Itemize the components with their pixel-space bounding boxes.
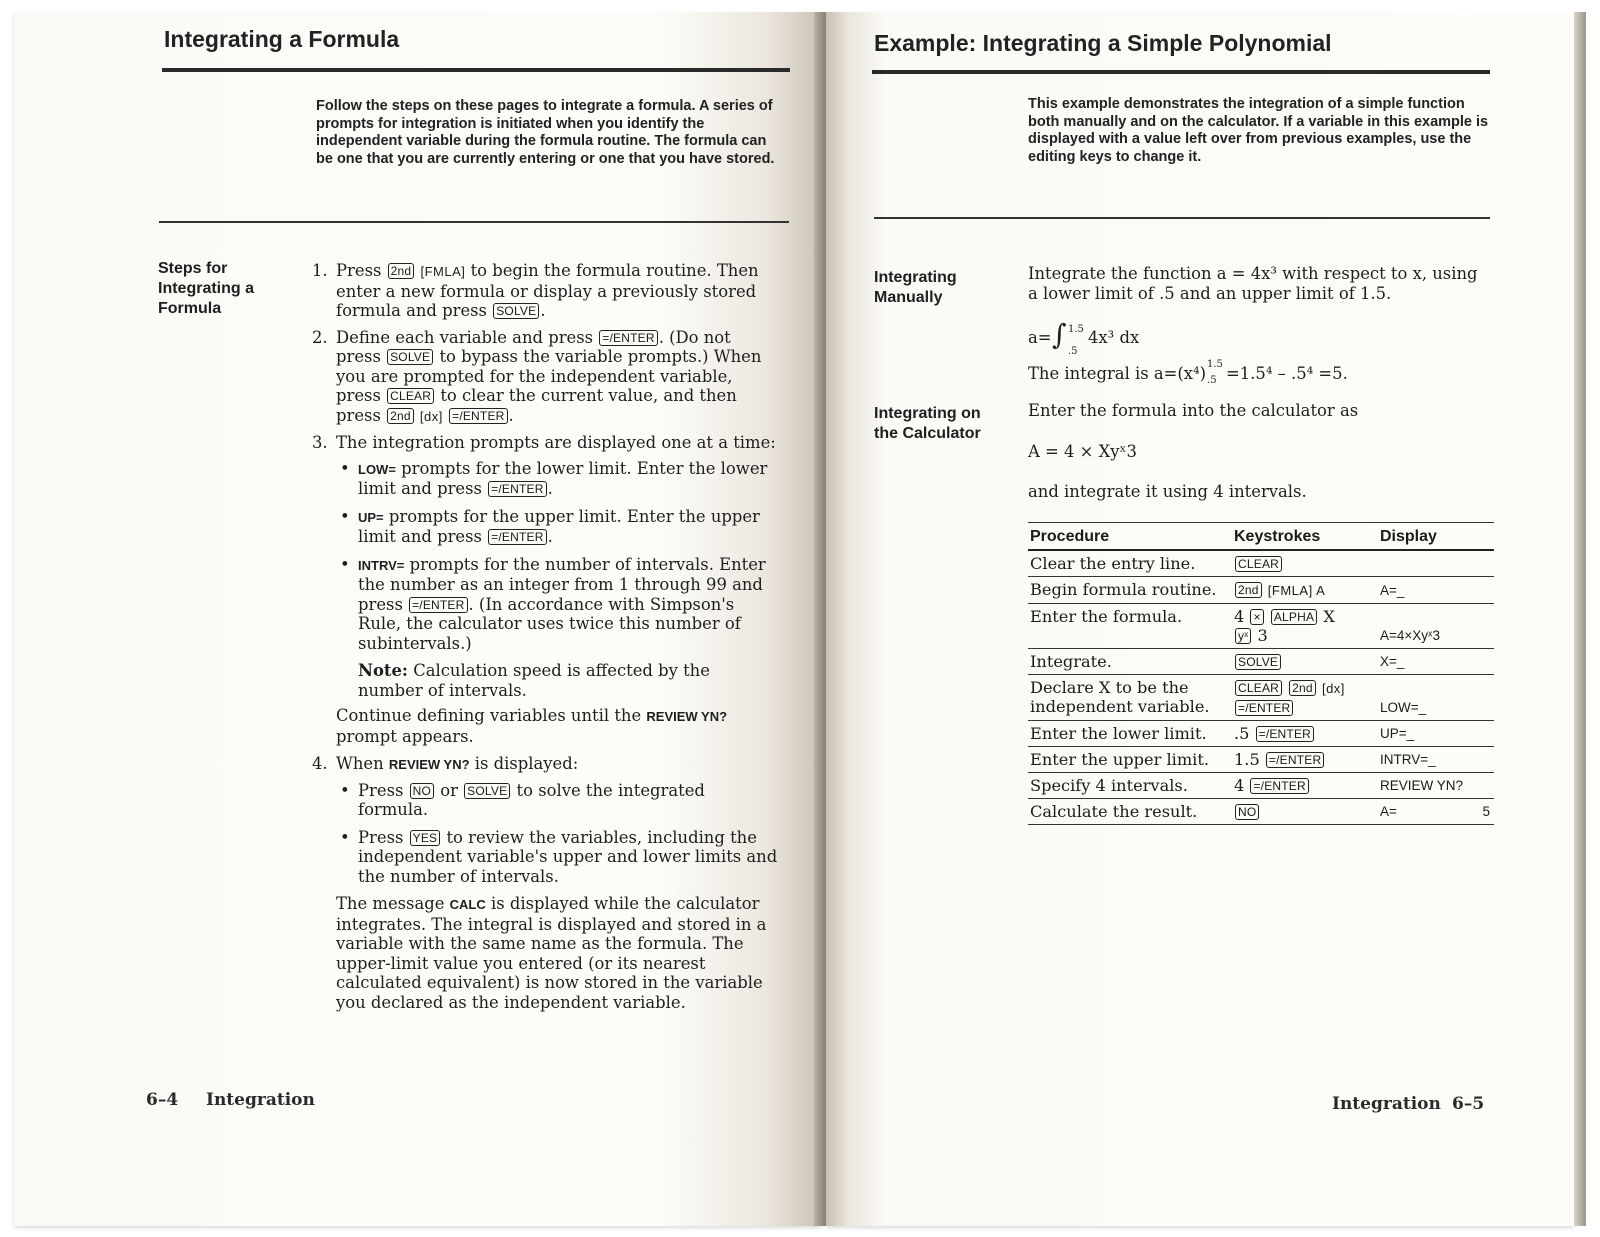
title-rule (872, 70, 1490, 74)
result-expression: The integral is a=(x⁴) 1.5 .5 =1.5⁴ – .5⁴ =5. (1028, 359, 1348, 386)
sidehead-manual: Integrating Manually (874, 269, 957, 306)
key-enter: =/ENTER (1235, 700, 1293, 716)
key-enter: =/ENTER (409, 597, 467, 613)
manual-text: Integrate the function a = 4x³ with respect to x, using a lower limit of .5 and an upper limit of 1.5. (1028, 264, 1478, 303)
step-3: 3. The integration prompts are displayed one at a time: • LOW= prompts for the lower limit. Enter the lower limit and press =/ENTER . • UP= prompts for the upper limit. Enter the upper limit and press =/ENTER . • INTRV= prompts for the number of intervals. Enter the number as an integer from 1 through 99 and press =/ENTER . (In accordance with Simpson's Rule, the calculator uses twice this number of subintervals.) Note: Calculation speed is affected by the number of intervals. Continue defining variables until the REVIEW YN? prompt appears. (312, 433, 778, 746)
col-display: Display (1378, 523, 1494, 551)
note: Note: Calculation speed is affected by the number of intervals. (358, 661, 710, 700)
key-multiply: × (1250, 609, 1263, 625)
fn-fmla: [FMLA] (420, 264, 466, 279)
key-yes: YES (410, 830, 441, 846)
key-no: NO (410, 783, 434, 799)
key-solve: SOLVE (464, 783, 510, 799)
bullet-up: • UP= prompts for the upper limit. Enter the upper limit and press =/ENTER . (336, 507, 778, 547)
procedure-table (1028, 522, 1494, 825)
sidehead-calculator: Integrating on the Calculator (874, 405, 981, 442)
key-no: NO (1235, 804, 1259, 820)
table-row: Clear the entry line. CLEAR (1028, 550, 1494, 577)
bullet-low: • LOW= prompts for the lower limit. Enter the lower limit and press =/ENTER . (336, 459, 778, 499)
page-title: Example: Integrating a Simple Polynomial (874, 30, 1332, 56)
integral-sign: ∫ (1052, 318, 1067, 351)
key-enter: =/ENTER (1256, 726, 1314, 742)
key-clear: CLEAR (1235, 556, 1282, 572)
col-keystrokes: Keystrokes (1232, 523, 1378, 551)
result-value: 5 (1482, 804, 1490, 819)
page-number-left: 6–4 (146, 1090, 179, 1110)
intro-text: Follow the steps on these pages to integrate a formula. A series of prompts for integration is initiated when you identify the independent variable during the formula routine. The formula can be one that you are currently entering or one that you have stored. (316, 98, 775, 167)
intervals-text: and integrate it using 4 intervals. (1028, 482, 1307, 501)
key-enter: =/ENTER (488, 481, 546, 497)
footer-label-left: Integration (206, 1090, 315, 1110)
step-2: 2. Define each variable and press =/ENTER . (Do not press SOLVE to bypass the variable prompts.) When you are prompted for the independent variable, press CLEAR to clear the current value, and then press 2nd [dx] =/ENTER . (312, 327, 762, 425)
integral-expression: a= ∫ 1.5 .5 4x³ dx (1028, 318, 1140, 357)
continue-text: Continue defining variables until the REVIEW YN? prompt appears. (336, 706, 728, 746)
key-enter: =/ENTER (599, 330, 657, 346)
key-power: yˣ (1235, 628, 1251, 644)
title-rule (162, 68, 790, 72)
key-2nd: 2nd (1235, 582, 1262, 598)
key-2nd: 2nd (387, 408, 414, 424)
key-2nd: 2nd (388, 263, 415, 279)
sidehead-steps: Steps for Integrating a Formula (158, 260, 255, 317)
table-row: Integrate. SOLVE X=_ (1028, 649, 1494, 675)
key-enter: =/ENTER (1250, 778, 1308, 794)
steps-block (312, 261, 778, 1020)
section-rule (159, 221, 789, 223)
page-title: Integrating a Formula (164, 26, 400, 52)
calc-message: The message CALC is displayed while the calculator integrates. The integral is displayed and stored in a variable with the same name as the formula. The upper-limit value you entered (or its nearest calculated equivalent) is now stored in the variable you declared as the independent variable. (336, 894, 767, 1012)
step-4: 4. When REVIEW YN? is displayed: • Press NO or SOLVE to solve the integrated formula. • Press YES to review the variables, including the independent variable's upper and lower limits and the number of intervals. The message CALC is displayed while the calculator integrates. The integral is displayed and stored in a variable with the same name as the formula. The upper-limit value you entered (or its nearest calculated equivalent) is now stored in the variable you declared as the independent variable. (312, 754, 778, 1012)
right-page (826, 12, 1574, 1226)
footer-label-right: Integration (1332, 1094, 1441, 1114)
left-page (14, 12, 822, 1226)
book-spread (14, 12, 1586, 1226)
key-enter: =/ENTER (449, 408, 507, 424)
section-rule (874, 217, 1490, 219)
formula-display: A = 4 × Xyˣ3 (1028, 442, 1137, 461)
table-row: Enter the formula. 4 × ALPHA X yˣ 3 A=4×Xyˣ3 (1028, 604, 1494, 649)
key-enter: =/ENTER (1266, 752, 1324, 768)
col-procedure: Procedure (1028, 523, 1232, 551)
key-solve: SOLVE (1235, 654, 1281, 670)
bullet-review: • Press YES to review the variables, including the independent variable's upper and lower limits and the number of intervals. (336, 828, 778, 887)
key-2nd: 2nd (1289, 680, 1316, 696)
fn-dx: [dx] (419, 408, 443, 424)
key-clear: CLEAR (387, 388, 434, 404)
key-alpha: ALPHA (1271, 609, 1317, 625)
table-row: Declare X to be the independent variable. CLEAR 2nd [dx] =/ENTER LOW=_ (1028, 675, 1494, 721)
key-clear: CLEAR (1235, 680, 1282, 696)
key-solve: SOLVE (493, 303, 539, 319)
calc-text: Enter the formula into the calculator as (1028, 401, 1359, 420)
step-1: 1. Press 2nd [FMLA] to begin the formula routine. Then enter a new formula or display a previously stored formula and press SOLVE . (312, 261, 759, 320)
key-solve: SOLVE (387, 349, 433, 365)
bullet-solve: • Press NO or SOLVE to solve the integrated formula. (336, 781, 778, 820)
table-row: Begin formula routine. 2nd [FMLA] A A=_ (1028, 577, 1494, 604)
bullet-intrv: • INTRV= prompts for the number of intervals. Enter the number as an integer from 1 through 99 and press =/ENTER . (In accordance with Simpson's Rule, the calculator uses twice this number of subintervals.) (336, 555, 778, 654)
page-number-right: 6–5 (1452, 1094, 1485, 1114)
intro-text: This example demonstrates the integration of a simple function both manually and on the calculator. If a variable in this example is displayed with a value left over from previous examples, use the editing keys to change it. (1028, 96, 1489, 165)
key-enter: =/ENTER (488, 529, 546, 545)
table-row: Calculate the result. NO A= 5 (1028, 799, 1494, 825)
table-row: Enter the upper limit. 1.5 =/ENTER INTRV=_ (1028, 747, 1494, 773)
table-row: Specify 4 intervals. 4 =/ENTER REVIEW YN? (1028, 773, 1494, 799)
page-edge (1574, 12, 1586, 1226)
table-row: Enter the lower limit. .5 =/ENTER UP=_ (1028, 721, 1494, 747)
